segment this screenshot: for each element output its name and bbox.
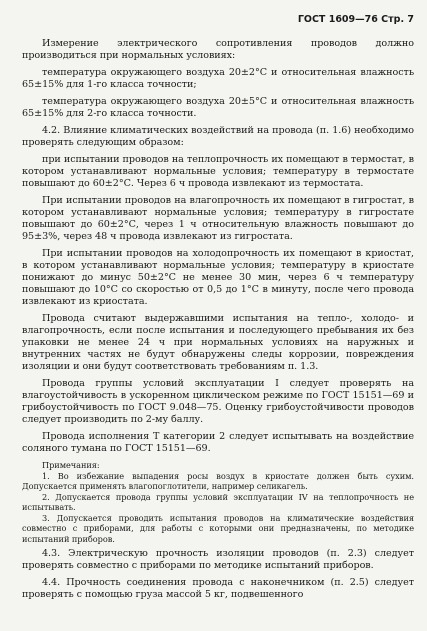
paragraph-heat-test: при испытании проводов на теплопрочность их помещают в термостат, в котором устанавливают нормальные условия; температуру в термостате повышают до 60±2°С. Через 6 ч провода извлекают из термостата.	[22, 154, 414, 189]
paragraph-acceptance: Провода считают выдержавшими испытания на тепло-, холодо- и влагопрочность, если после испытания и последующего пребывания их без упаковки не менее 24 ч при нормальных условиях на наружных и внутренних частях не будут обнаружены следы коррозии, повреждения изоляции и они будут соответствовать требованиям п. 1.3.	[22, 313, 414, 372]
note-item: 1. Во избежание выпадения росы воздух в криостате должен быть сухим. Допускается применять влагопоглотители, например селикагель.	[22, 470, 414, 491]
page-header: ГОСТ 1609—76 Стр. 7	[297, 14, 414, 25]
notes-title: Примечания:	[42, 460, 100, 470]
paragraph-salt-fog: Провода исполнения Т категории 2 следует испытывать на воздействие соляного тумана по ГОСТ 15151—69.	[22, 431, 414, 454]
paragraph-group-i: Провода группы условий эксплуатации I следует проверять на влагоустойчивость в ускоренном циклическом режиме по ГОСТ 15151—69 и грибоустойчивость по ГОСТ 9.048—75. Оценку грибоустойчивости проводов следует производить по 2-му баллу.	[22, 378, 414, 425]
document-body	[22, 38, 414, 606]
note-item: 3. Допускается проводить испытания проводов на климатические воздействия совместно с приборами, для работы с которыми они предназначены, по методике испытаний приборов.	[22, 512, 414, 544]
notes-block	[22, 460, 414, 544]
paragraph-cold-test: При испытании проводов на холодопрочность их помещают в криостат, в котором устанавливают нормальные условия; температуру в криостате понижают до минус 50±2°С не менее 30 мин, через 6 ч температуру повышают до 10°С со скоростью от 0,5 до 1°С в минуту, после чего провода извлекают из криостата.	[22, 248, 414, 307]
paragraph-4-4: 4.4. Прочность соединения провода с наконечником (п. 2.5) следует проверять с помощью груза массой 5 кг, подвешенного	[22, 577, 414, 600]
paragraph-class1-conditions: температура окружающего воздуха 20±2°С и относительная влажность 65±15% для 1-го класса точности;	[22, 67, 414, 90]
paragraph-4-2: 4.2. Влияние климатических воздействий на провода (п. 1.6) необходимо проверять следующим образом:	[22, 125, 414, 148]
paragraph-4-3: 4.3. Электрическую прочность изоляции проводов (п. 2.3) следует проверять совместно с приборами по методике испытаний приборов.	[22, 548, 414, 571]
paragraph-moisture-test: При испытании проводов на влагопрочность их помещают в гигростат, в котором устанавливают нормальные условия; температуру в гигростате повышают до 60±2°С, через 1 ч относительную влажность повышают до 95±3%, через 48 ч провода извлекают из гигростата.	[22, 195, 414, 242]
note-item: 2. Допускается провода группы условий эксплуатации IV на теплопрочность не испытывать.	[22, 491, 414, 512]
paragraph-class2-conditions: температура окружающего воздуха 20±5°С и относительная влажность 65±15% для 2-го класса точности.	[22, 96, 414, 119]
paragraph-measurement: Измерение электрического сопротивления проводов должно производиться при нормальных условиях:	[22, 38, 414, 61]
